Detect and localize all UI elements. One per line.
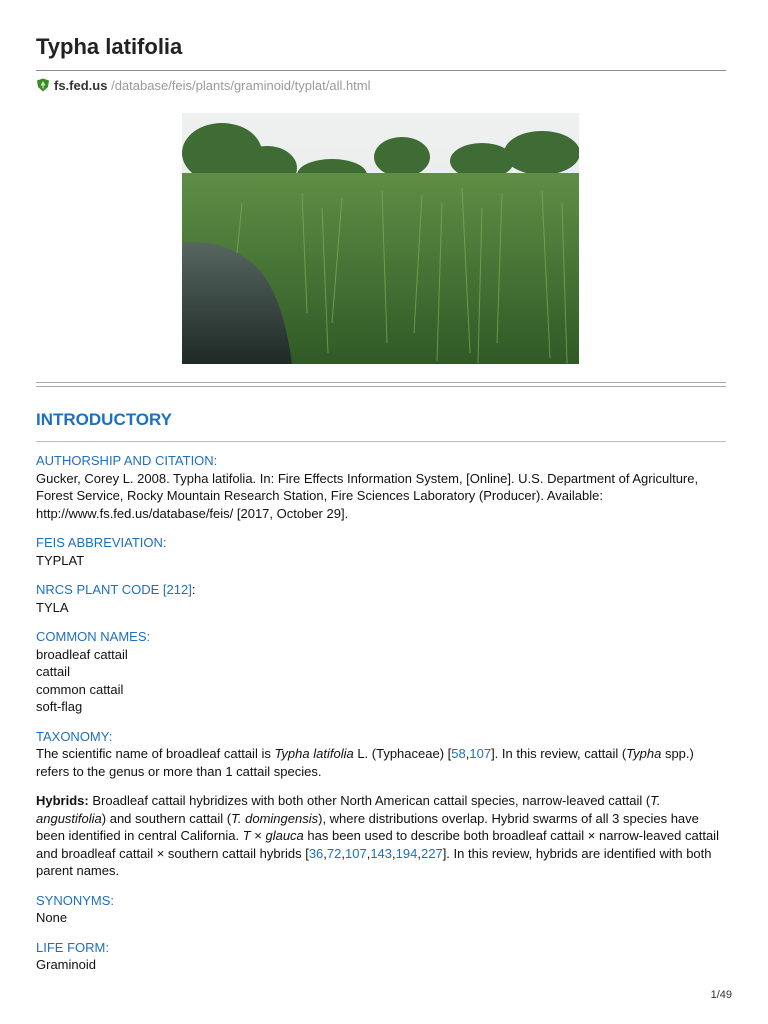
nrcs-code-block xyxy=(36,581,726,616)
authorship-block xyxy=(36,452,726,522)
nrcs-code-value: TYLA xyxy=(36,599,69,615)
text-run: ) and southern cattail ( xyxy=(101,810,232,826)
hybrids-block xyxy=(36,792,726,880)
introductory-content xyxy=(36,452,726,986)
taxonomy-block xyxy=(36,728,726,781)
common-name-item: cattail xyxy=(36,664,70,679)
nrcs-code-heading xyxy=(36,581,726,599)
text-run: has been used to describe both broadleaf cattail × narrow-leaved cattail and broadleaf cattail × southern cattail hybrids [ xyxy=(36,828,719,861)
section-separator xyxy=(36,382,726,387)
page-title: Typha latifolia xyxy=(36,34,183,59)
heading-divider xyxy=(36,441,726,442)
feis-abbreviation-block xyxy=(36,534,726,569)
text-run-italic: T. domingensis xyxy=(231,810,319,826)
text-run: Broadleaf cattail hybridizes with both other North American cattail species, narrow-leaved cattail ( xyxy=(88,793,651,808)
hybrids-label: Hybrids: xyxy=(36,793,89,808)
common-names-label: COMMON NAMES: xyxy=(36,629,151,644)
hybrids-text xyxy=(36,792,726,880)
reference-link[interactable]: 107 xyxy=(345,845,367,861)
source-url[interactable] xyxy=(36,78,371,93)
feis-abbreviation-label: FEIS ABBREVIATION: xyxy=(36,535,167,550)
text-run: , xyxy=(341,845,345,861)
text-run: × xyxy=(250,828,266,843)
nrcs-bracket-open: [ xyxy=(162,582,167,597)
cattail-wetland-photo xyxy=(182,113,579,364)
title-divider xyxy=(36,70,726,71)
reference-link[interactable]: 143 xyxy=(370,845,393,861)
feis-abbreviation-value: TYPLAT xyxy=(36,552,85,568)
citation-text: Gucker, Corey L. 2008. Typha latifolia. In: Fire Effects Information System, [Online]. U.S. Department of Agriculture, Forest Service, Rocky Mountain Research Station, Fire Sciences Laboratory (Producer). Available: http://www.fs.fed.us/database/feis/ [2017, October 29]. xyxy=(36,470,699,521)
text-run-italic: T xyxy=(242,828,251,843)
reference-link[interactable]: 72 xyxy=(326,845,342,861)
text-run-italic: glauca xyxy=(265,828,304,843)
reference-link[interactable]: 58 xyxy=(451,746,466,761)
text-run: , xyxy=(366,845,371,861)
nrcs-code-label: NRCS PLANT CODE xyxy=(36,582,160,597)
text-run: spp.) refers to the genus or more than 1 cattail species. xyxy=(36,746,694,779)
source-path[interactable]: /database/feis/plants/graminoid/typlat/all.html xyxy=(111,78,371,93)
life-form-block xyxy=(36,939,726,974)
text-run: ]. In this review, hybrids are identified with both parent names. xyxy=(36,845,712,878)
forest-service-shield-icon xyxy=(36,78,50,92)
common-name-item: broadleaf cattail xyxy=(36,646,128,662)
text-run: , xyxy=(465,746,470,761)
life-form-value: Graminoid xyxy=(36,957,96,972)
text-run-italic: T. angustifolia xyxy=(36,793,661,826)
taxonomy-text xyxy=(36,745,726,780)
text-run: , xyxy=(323,845,327,861)
text-run: The scientific name of broadleaf cattail is xyxy=(36,746,275,761)
nrcs-ref-link[interactable]: 212 xyxy=(166,582,189,597)
text-run: L. (Typhaceae) [ xyxy=(353,746,452,761)
synonyms-value: None xyxy=(36,910,68,925)
taxonomy-label: TAXONOMY: xyxy=(36,728,113,744)
page-number: 1/49 xyxy=(710,989,732,1001)
reference-link[interactable]: 194 xyxy=(395,845,418,861)
common-names-block xyxy=(36,628,726,716)
reference-link[interactable]: 36 xyxy=(308,845,324,861)
text-run: ]. In this review, cattail ( xyxy=(491,746,627,761)
common-name-item: soft-flag xyxy=(36,699,83,714)
synonyms-block xyxy=(36,892,726,927)
nrcs-colon: : xyxy=(191,582,196,597)
section-heading-introductory: INTRODUCTORY xyxy=(36,410,172,429)
text-run: , xyxy=(392,845,396,861)
nrcs-bracket-close: ] xyxy=(188,582,192,597)
reference-link[interactable]: 107 xyxy=(469,746,492,761)
text-run-italic: Typha latifolia xyxy=(274,746,354,761)
authorship-label: AUTHORSHIP AND CITATION: xyxy=(36,453,218,468)
synonyms-label: SYNONYMS: xyxy=(36,892,115,908)
text-run: ), where distributions overlap. Hybrid swarms of all 3 species have been identified in central California. xyxy=(36,810,699,843)
source-domain[interactable]: fs.fed.us xyxy=(54,78,108,93)
reference-link[interactable]: 227 xyxy=(420,845,443,861)
common-name-item: common cattail xyxy=(36,681,124,697)
life-form-label: LIFE FORM: xyxy=(36,939,109,955)
text-run-italic: Typha xyxy=(626,746,662,761)
text-run: , xyxy=(417,845,421,861)
